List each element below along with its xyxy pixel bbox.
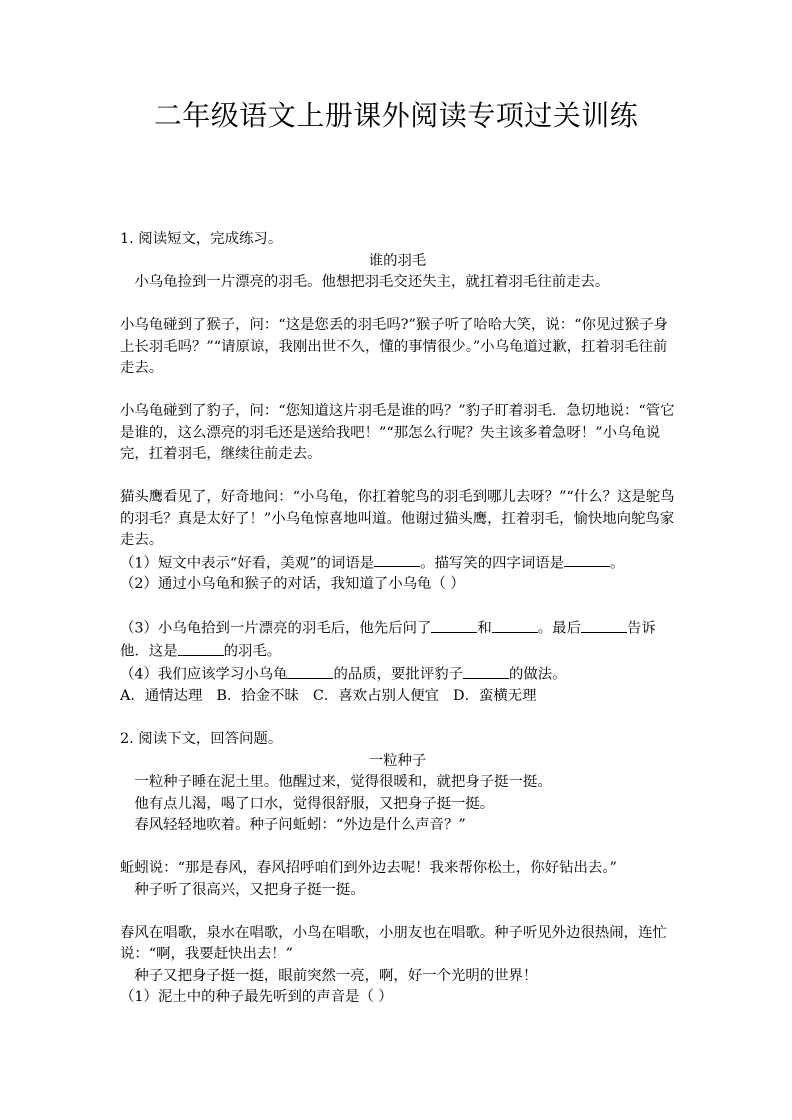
story-2-line: 种子听了很高兴，又把身子挺一挺。: [134, 881, 365, 898]
question-2-sub-1: （1）泥土中的种子最先听到的声音是（ ）: [120, 989, 393, 1006]
story-1-paragraph: 小乌龟碰到了豹子，问：“您知道这片羽毛是谁的吗？”豹子盯着羽毛．急切地说：“管它是谁的，这么漂亮的羽毛还是送给我吧！”“那怎么行呢？失主该多着急呀！”小乌龟说完，扛着羽毛，继续往前走去。: [120, 403, 675, 462]
story-1-paragraph: 猫头鹰看见了，好奇地问：“小乌龟，你扛着鸵鸟的羽毛到哪儿去呀？”“什么？这是鸵鸟的羽毛？真是太好了！”小乌龟惊喜地叫道。他谢过猫头鹰，扛着羽毛，愉快地向鸵鸟家走去。: [120, 489, 675, 548]
question-2-prompt: 2. 阅读下文，回答问题。: [120, 731, 283, 748]
story-2-line: 蚯蚓说：“那是春风，春风招呼咱们到外边去呢！我来帮你松土，你好钻出去。”: [120, 860, 617, 877]
answer-blank[interactable]: [374, 552, 420, 567]
option-b[interactable]: B．拾金不昧: [216, 688, 299, 705]
question-1-sub-1: （1）短文中表示“好看，美观”的词语是 。描写笑的四字词语是 。: [120, 552, 675, 575]
question-1-sub-3: （3）小乌龟拾到一片漂亮的羽毛后，他先后问了 和 。最后 告诉他．这是 的羽毛。: [120, 617, 675, 663]
answer-blank[interactable]: [564, 552, 610, 567]
story-1-paragraph: 小乌龟碰到了猴子，问：“这是您丢的羽毛吗?”猴子听了哈哈大笑，说：“你见过猴子身上长羽毛吗？”“请原谅，我刚出世不久，懂的事情很少。”小乌龟道过歉，扛着羽毛往前走去。: [120, 317, 668, 376]
answer-blank[interactable]: [287, 663, 333, 678]
story-2-line: 春风轻轻地吹着。种子问蚯蚓：“外边是什么声音？”: [134, 817, 466, 834]
option-c[interactable]: C．喜欢占别人便宜: [312, 688, 440, 705]
story-1-paragraph: 小乌龟捡到一片漂亮的羽毛。他想把羽毛交还失主，就扛着羽毛往前走去。: [134, 274, 610, 290]
answer-blank[interactable]: [178, 640, 224, 655]
answer-blank[interactable]: [492, 617, 538, 632]
story-2-line: 他有点儿渴，喝了口水，觉得很舒服，又把身子挺一挺。: [134, 795, 495, 812]
answer-options: [120, 686, 675, 708]
story-1-title: 谁的羽毛: [368, 252, 427, 269]
option-a[interactable]: A．通情达理: [120, 688, 203, 705]
question-1-sub-4: （4）我们应该学习小乌龟 的品质，要批评豹子 的做法。: [120, 663, 675, 686]
option-d[interactable]: D．蛮横无理: [453, 688, 537, 705]
story-2-title: 一粒种子: [368, 752, 427, 769]
question-1-prompt: 1. 阅读短文，完成练习。: [120, 231, 283, 247]
page-title: 二年级语文上册课外阅读专项过关训练: [153, 99, 639, 132]
answer-blank[interactable]: [431, 617, 477, 632]
story-2-line: 春风在唱歌，泉水在唱歌，小鸟在唱歌，小朋友也在唱歌。种子听见外边很热闹，连忙说：“啊，我要赶快出去！”: [120, 924, 667, 963]
story-2-line: 种子又把身子挺一挺，眼前突然一亮，啊，好一个光明的世界！: [134, 967, 538, 984]
document-body: [120, 229, 675, 1009]
question-1-sub-2: （2）通过小乌龟和猴子的对话，我知道了小乌龟（ ）: [120, 576, 465, 593]
answer-blank[interactable]: [463, 663, 509, 678]
story-2-line: 一粒种子睡在泥土里。他醒过来，觉得很暖和，就把身子挺一挺。: [134, 774, 552, 791]
answer-blank[interactable]: [581, 617, 627, 632]
